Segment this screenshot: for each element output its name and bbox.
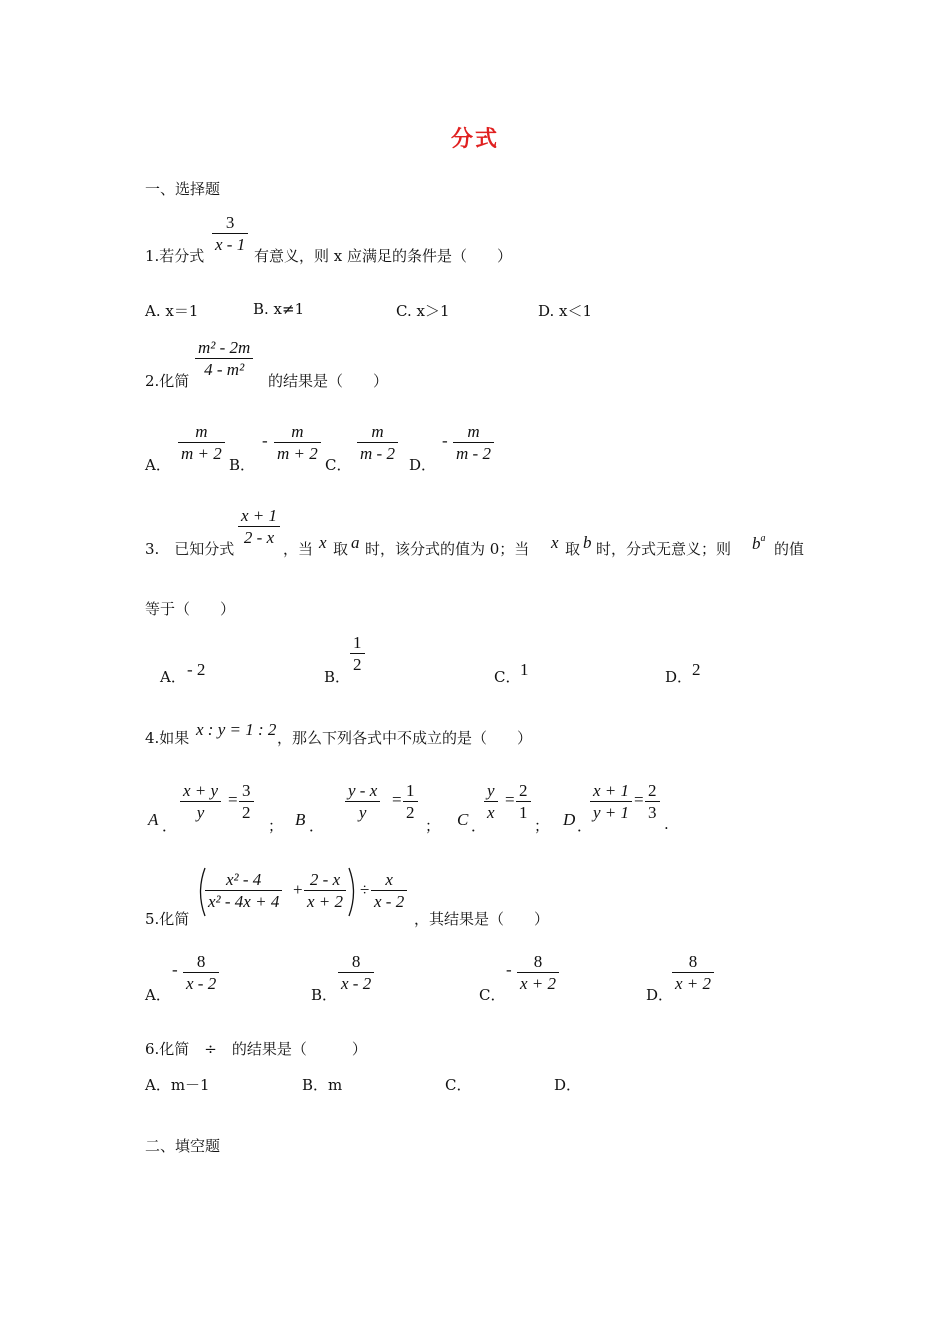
q4-rhs-den: 3 [648, 803, 657, 822]
q5-label-d: D． [646, 986, 674, 1004]
q6-option-a: A．m－1 [145, 1076, 210, 1094]
q3-var-x: x [319, 533, 327, 552]
q4-lhs-num: x + y [183, 781, 219, 800]
q1-fraction [212, 212, 248, 255]
q1-suffix: 有意义，则 x 应满足的条件是（ ） [254, 247, 512, 265]
q3-option-c: 1 [520, 660, 529, 679]
q6-option-c: C． [445, 1076, 472, 1094]
right-paren-icon [346, 866, 360, 918]
q4-suffix: ，那么下列各式中不成立的是（ ） [277, 729, 533, 747]
q3-optb-num: 1 [353, 633, 362, 652]
q3-label-d: D． [665, 668, 693, 686]
q2-opt-num: m [467, 422, 480, 441]
q5-f1-den: x² - 4x + 4 [208, 892, 280, 911]
q3-option-b-fraction [350, 632, 365, 675]
q5-opt-den: x - 2 [341, 974, 372, 993]
q5-opt-den: x + 2 [520, 974, 557, 993]
q4-rhs-den: 2 [406, 803, 415, 822]
q4-b-eq: = [392, 790, 402, 809]
q5-plus: + [293, 880, 303, 899]
q4-label-d: D [563, 810, 576, 829]
q1-prefix: 1.若分式 [145, 247, 205, 265]
q4-a-rhs [239, 780, 254, 823]
q5-fraction-1 [205, 869, 282, 912]
q3-label-c: C． [494, 668, 521, 686]
q2-opt-den: m - 2 [456, 444, 491, 463]
q4-end: . [664, 815, 669, 833]
q3-text-2: 取 [333, 540, 349, 558]
q5-f2-num: 2 - x [309, 870, 341, 889]
q4-label-a: A [148, 810, 159, 829]
q4-rhs-den: 2 [242, 803, 251, 822]
q4-rhs-num: 3 [242, 781, 251, 800]
q2-option-d-fraction [453, 421, 494, 464]
q4-rhs-num: 2 [648, 781, 657, 800]
section-heading-fill: 二、填空题 [145, 1137, 221, 1155]
q5-f1-num: x² - 4 [226, 870, 262, 889]
q4-b-lhs [345, 780, 380, 823]
q5-label-c: C． [479, 986, 506, 1004]
q2-option-a-fraction [178, 421, 225, 464]
q4-prefix: 4.如果 [145, 729, 190, 747]
q5-f3-num: x [385, 870, 393, 889]
q4-d-eq: = [634, 790, 644, 809]
q2-opt-num: m [195, 422, 208, 441]
q3-prefix: 3. 已知分式 [145, 540, 235, 558]
q4-lhs-den: y [358, 803, 367, 822]
q1-frac-num: 3 [225, 213, 235, 232]
q3-frac-num: x + 1 [241, 506, 278, 525]
q3-text-6: 的值 [774, 540, 805, 558]
q3-text-1: ，当 [283, 540, 314, 558]
q4-dot: ． [471, 817, 487, 835]
q3-var-a: a [351, 533, 360, 552]
q5-opt-num: 8 [688, 952, 698, 971]
q1-option-b: B. x≠1 [253, 300, 305, 318]
q5-opt-den: x + 2 [675, 974, 712, 993]
q2-label-c: C． [325, 456, 352, 474]
q6-option-b: B．m [302, 1076, 343, 1094]
q3-optb-den: 2 [353, 655, 362, 674]
q2-option-d-sign: - [442, 431, 448, 450]
q2-fraction [195, 337, 253, 380]
q3-label-a: A． [160, 668, 186, 686]
q5-f3-den: x - 2 [374, 892, 405, 911]
q1-option-d: D. x＜1 [538, 302, 593, 320]
q5-option-a-fraction [183, 951, 219, 994]
section-heading-choice: 一、选择题 [145, 180, 221, 198]
q3-frac-den: 2 - x [243, 528, 275, 547]
q4-dot: ． [162, 817, 178, 835]
q2-opt-num: m [371, 422, 384, 441]
q1-frac-den: x - 1 [215, 235, 246, 254]
q3-power [752, 533, 766, 554]
q2-frac-den: 4 - m² [204, 360, 245, 379]
q6-text: 6.化简 ÷ 的结果是（ ） [145, 1040, 367, 1058]
q1-option-c: C. x＞1 [396, 302, 450, 320]
q3-text-5: 时，分式无意义；则 [596, 540, 732, 558]
q4-b-rhs [403, 780, 418, 823]
q3-power-base: b [752, 534, 761, 553]
q4-lhs-num: y [487, 781, 495, 800]
q3-power-exp: a [760, 533, 766, 544]
q4-rhs-den: 1 [519, 803, 528, 822]
q2-option-b-fraction [274, 421, 321, 464]
q5-fraction-2 [304, 869, 346, 912]
q3-var-x-2: x [551, 533, 559, 552]
q6-option-d: D． [554, 1076, 582, 1094]
q5-label-b: B． [311, 986, 338, 1004]
q4-lhs-den: y + 1 [593, 803, 630, 822]
q5-suffix: ，其结果是（ ） [414, 910, 550, 928]
q2-suffix: 的结果是（ ） [268, 372, 389, 390]
q5-f2-den: x + 2 [307, 892, 344, 911]
q4-c-rhs [516, 780, 531, 823]
q4-lhs-num: x + 1 [593, 781, 630, 800]
q5-div: ÷ [360, 880, 370, 899]
q4-dot: ． [309, 817, 325, 835]
q4-c-eq: = [505, 790, 515, 809]
q1-option-a: A. x＝1 [145, 302, 199, 320]
q3-fraction [238, 505, 280, 548]
q3-line-2: 等于（ ） [145, 600, 236, 618]
q4-semicolon: ； [534, 817, 550, 835]
q5-option-c-sign: - [506, 960, 512, 979]
q3-text-4: 取 [565, 540, 581, 558]
q4-semicolon: ； [425, 817, 441, 835]
q5-option-c-fraction [517, 951, 559, 994]
q5-opt-num: 8 [196, 952, 206, 971]
q2-label-b: B． [229, 456, 256, 474]
q4-lhs-den: y [196, 803, 205, 822]
q2-opt-den: m + 2 [181, 444, 222, 463]
q3-option-d: 2 [692, 660, 701, 679]
q2-frac-num: m² - 2m [198, 338, 251, 357]
q4-c-lhs [484, 780, 498, 823]
q4-semicolon: ； [268, 817, 284, 835]
q5-opt-den: x - 2 [186, 974, 217, 993]
q5-label-a: A． [145, 986, 171, 1004]
q2-opt-num: m [291, 422, 304, 441]
q2-label-d: D． [409, 456, 437, 474]
q4-lhs-den: x [487, 803, 495, 822]
q5-fraction-3 [371, 869, 407, 912]
q4-rhs-num: 1 [406, 781, 415, 800]
q2-option-b-sign: - [262, 431, 268, 450]
q5-opt-num: 8 [533, 952, 543, 971]
q4-dot: ． [577, 817, 593, 835]
q5-option-b-fraction [338, 951, 374, 994]
q3-option-a: - 2 [187, 660, 206, 679]
q4-lhs-num: y - x [348, 781, 378, 800]
page-title: 分式 [450, 127, 499, 152]
q4-a-eq: = [228, 790, 238, 809]
q5-option-a-sign: - [172, 960, 178, 979]
q4-label-b: B [295, 810, 306, 829]
q4-rhs-num: 2 [519, 781, 528, 800]
q2-opt-den: m - 2 [360, 444, 395, 463]
q2-opt-den: m + 2 [277, 444, 318, 463]
q3-label-b: B． [324, 668, 351, 686]
q4-a-lhs [180, 780, 221, 823]
q4-d-rhs [645, 780, 660, 823]
q5-option-d-fraction [672, 951, 714, 994]
q2-option-c-fraction [357, 421, 398, 464]
q2-label-a: A． [145, 456, 171, 474]
q5-opt-num: 8 [351, 952, 361, 971]
q5-prefix: 5.化简 [145, 910, 190, 928]
q3-var-b: b [583, 533, 592, 552]
q4-d-lhs [590, 780, 632, 823]
q2-prefix: 2.化简 [145, 372, 190, 390]
q4-label-c: C [457, 810, 469, 829]
q3-text-3: 时，该分式的值为 0；当 [365, 540, 530, 558]
q4-condition: x : y = 1 : 2 [196, 720, 277, 739]
